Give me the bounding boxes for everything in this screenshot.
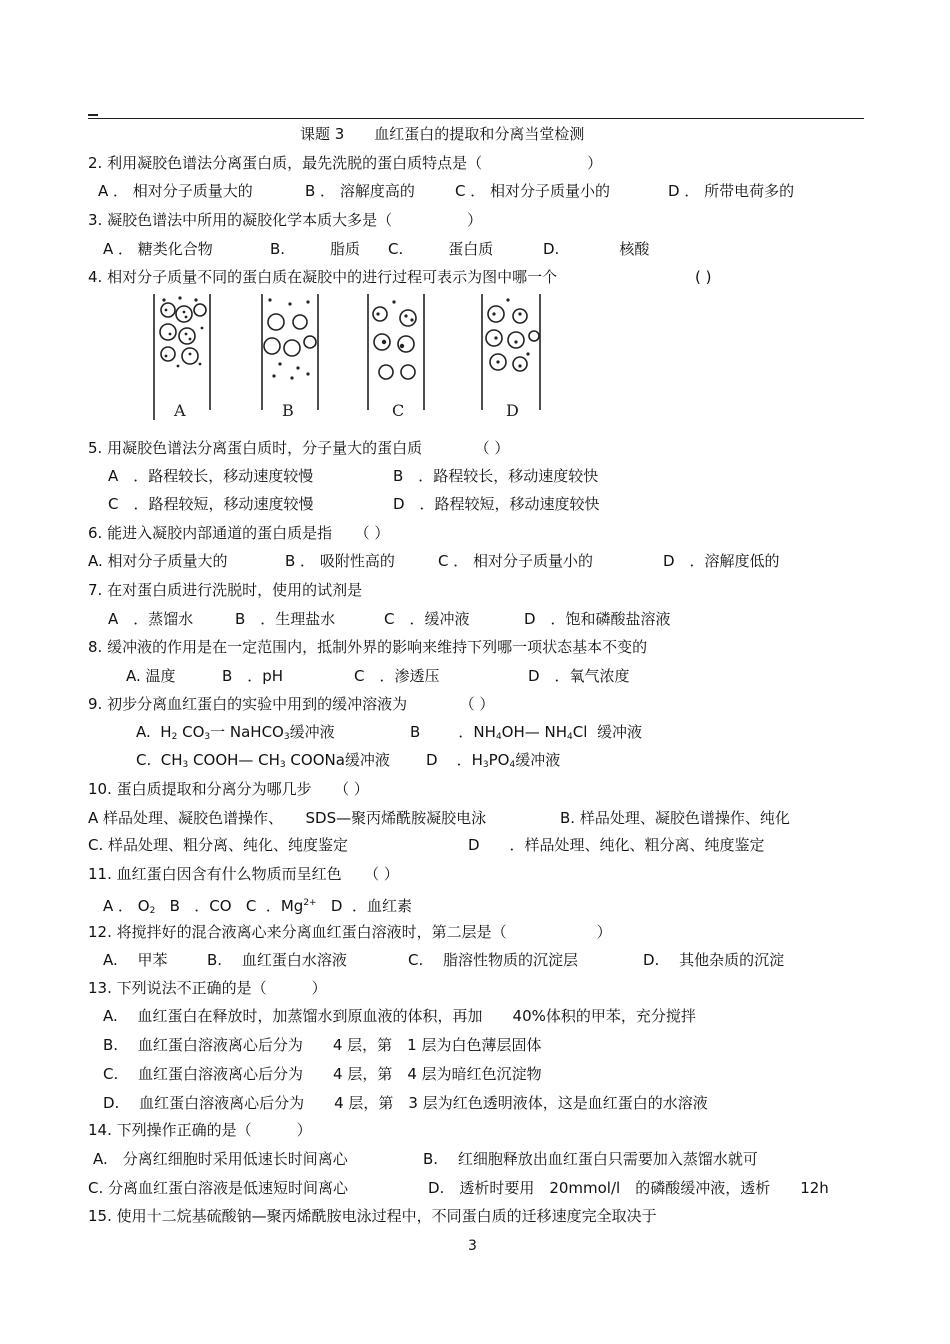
- q9-option-a: A. $H_2$ $CO_3$一 NaHCO$_3$缓冲液: [136, 723, 335, 742]
- q5-option-c: C ．路程较短，移动速度较慢: [108, 495, 314, 513]
- q12-stem: 12. 将搅拌好的混合液离心来分离血红蛋白溶液时，第二层是（ ）: [88, 923, 612, 941]
- q12-option-d: D. 其他杂质的沉淀: [643, 951, 785, 969]
- q7-option-a: A ．蒸馏水: [108, 610, 194, 628]
- q6-stem: 6. 能进入凝胶内部通道的蛋白质是指 （ ）: [88, 524, 390, 542]
- q9-option-c: C. $CH_3$ COOH— $CH_3$ COONa缓冲液: [136, 751, 390, 770]
- q4-stem: 4. 相对分子质量不同的蛋白质在凝胶中的进行过程可表示为图中哪一个: [88, 268, 558, 286]
- q3-option-b: B. 脂质: [270, 240, 361, 258]
- q9-option-d: D ．$H_3PO_4$缓冲液: [426, 751, 561, 770]
- q13-option-d: D. 血红蛋白溶液离心后分为 4 层，第 3 层为红色透明液体，这是血红蛋白的水溶液: [103, 1094, 708, 1112]
- q2-option-a: A ． 相对分子质量大的: [98, 182, 253, 200]
- q7-option-c: C ．缓冲液: [384, 610, 470, 628]
- q11-options: A ． $O_2$ B ．CO C ．$Mg^{2+}$ D ．血红素: [103, 897, 412, 916]
- q2-option-c: C ． 相对分子质量小的: [455, 182, 611, 200]
- header-mark: [88, 114, 98, 116]
- q13-stem: 13. 下列说法不正确的是（ ）: [88, 979, 327, 997]
- q10-option-d: D ．样品处理、纯化、粗分离、纯度鉴定: [468, 836, 765, 854]
- q2-option-d: D ． 所带电荷多的: [668, 182, 795, 200]
- q8-option-a: A. 温度: [126, 667, 176, 685]
- q3-option-a: A ． 糖类化合物: [103, 240, 213, 258]
- figure-label-c: C: [392, 401, 405, 420]
- q3-option-d: D. 核酸: [543, 240, 650, 258]
- q6-option-b: B ． 吸附性高的: [285, 552, 395, 570]
- page-number: 3: [468, 1238, 477, 1254]
- q14-stem: 14. 下列操作正确的是（ ）: [88, 1121, 312, 1139]
- q10-option-b: B. 样品处理、凝胶色谱操作、纯化: [560, 809, 790, 827]
- q13-option-b: B. 血红蛋白溶液离心后分为 4 层，第 1 层为白色薄层固体: [103, 1036, 542, 1054]
- q7-option-b: B ．生理盐水: [235, 610, 336, 628]
- q14-option-b: B. 红细胞释放出血红蛋白只需要加入蒸馏水就可: [423, 1150, 758, 1168]
- page-title: 课题 3 血红蛋白的提取和分离当堂检测: [300, 125, 585, 143]
- q5-option-d: D ．路程较短，移动速度较快: [393, 495, 600, 513]
- q12-option-b: B. 血红蛋白水溶液: [207, 951, 347, 969]
- gel-chromatography-figure: [150, 292, 550, 422]
- q14-option-d: D. 透析时要用 20mmol/l 的磷酸缓冲液，透析 12h: [428, 1179, 829, 1197]
- q13-option-a: A. 血红蛋白在释放时，加蒸馏水到原血液的体积，再加 40%体积的甲苯，充分搅拌: [103, 1007, 696, 1025]
- q3-option-c: C. 蛋白质: [388, 240, 494, 258]
- q12-option-c: C. 脂溶性物质的沉淀层: [408, 951, 579, 969]
- q10-stem: 10. 蛋白质提取和分离分为哪几步 （ ）: [88, 780, 369, 798]
- q7-stem: 7. 在对蛋白质进行洗脱时，使用的试剂是: [88, 581, 363, 599]
- figure-label-d: D: [506, 401, 519, 420]
- q14-option-a: A. 分离红细胞时采用低速长时间离心: [93, 1150, 348, 1168]
- figure-label-b: B: [282, 401, 294, 420]
- header-rule: [88, 118, 864, 119]
- q7-option-d: D ．饱和磷酸盐溶液: [524, 610, 671, 628]
- q2-option-b: B ． 溶解度高的: [305, 182, 415, 200]
- q6-option-c: C ． 相对分子质量小的: [438, 552, 594, 570]
- q8-option-c: C ．渗透压: [354, 667, 440, 685]
- q8-option-b: B ．pH: [222, 667, 284, 685]
- q9-stem: 9. 初步分离血红蛋白的实验中用到的缓冲溶液为 （ ）: [88, 695, 495, 713]
- q15-stem: 15. 使用十二烷基硫酸钠—聚丙烯酰胺电泳过程中，不同蛋白质的迁移速度完全取决于: [88, 1207, 657, 1225]
- q9-option-b: B ．$NH_4OH—$ $NH_4Cl$ 缓冲液: [410, 723, 642, 742]
- q3-stem: 3. 凝胶色谱法中所用的凝胶化学本质大多是（ ）: [88, 211, 483, 229]
- q12-option-a: A. 甲苯: [103, 951, 168, 969]
- q2-stem: 2. 利用凝胶色谱法分离蛋白质，最先洗脱的蛋白质特点是（ ）: [88, 154, 603, 172]
- q14-option-c: C. 分离血红蛋白溶液是低速短时间离心: [88, 1179, 349, 1197]
- q10-option-c: C. 样品处理、粗分离、纯化、纯度鉴定: [88, 836, 349, 854]
- q10-option-a: A 样品处理、凝胶色谱操作、 SDS—聚丙烯酰胺凝胶电泳: [88, 809, 487, 827]
- q8-stem: 8. 缓冲液的作用是在一定范围内，抵制外界的影响来维持下列哪一项状态基本不变的: [88, 638, 648, 656]
- q4-answer-paren: ( ): [695, 268, 712, 286]
- q5-option-b: B ．路程较长，移动速度较快: [393, 467, 599, 485]
- q13-option-c: C. 血红蛋白溶液离心后分为 4 层，第 4 层为暗红色沉淀物: [103, 1065, 542, 1083]
- q5-option-a: A ．路程较长，移动速度较慢: [108, 467, 314, 485]
- q8-option-d: D ．氧气浓度: [528, 667, 630, 685]
- q6-option-d: D ．溶解度低的: [663, 552, 780, 570]
- q5-stem: 5. 用凝胶色谱法分离蛋白质时，分子量大的蛋白质 （ ）: [88, 439, 510, 457]
- q6-option-a: A. 相对分子质量大的: [88, 552, 228, 570]
- q11-stem: 11. 血红蛋白因含有什么物质而呈红色 （ ）: [88, 865, 399, 883]
- figure-label-a: A: [174, 401, 186, 420]
